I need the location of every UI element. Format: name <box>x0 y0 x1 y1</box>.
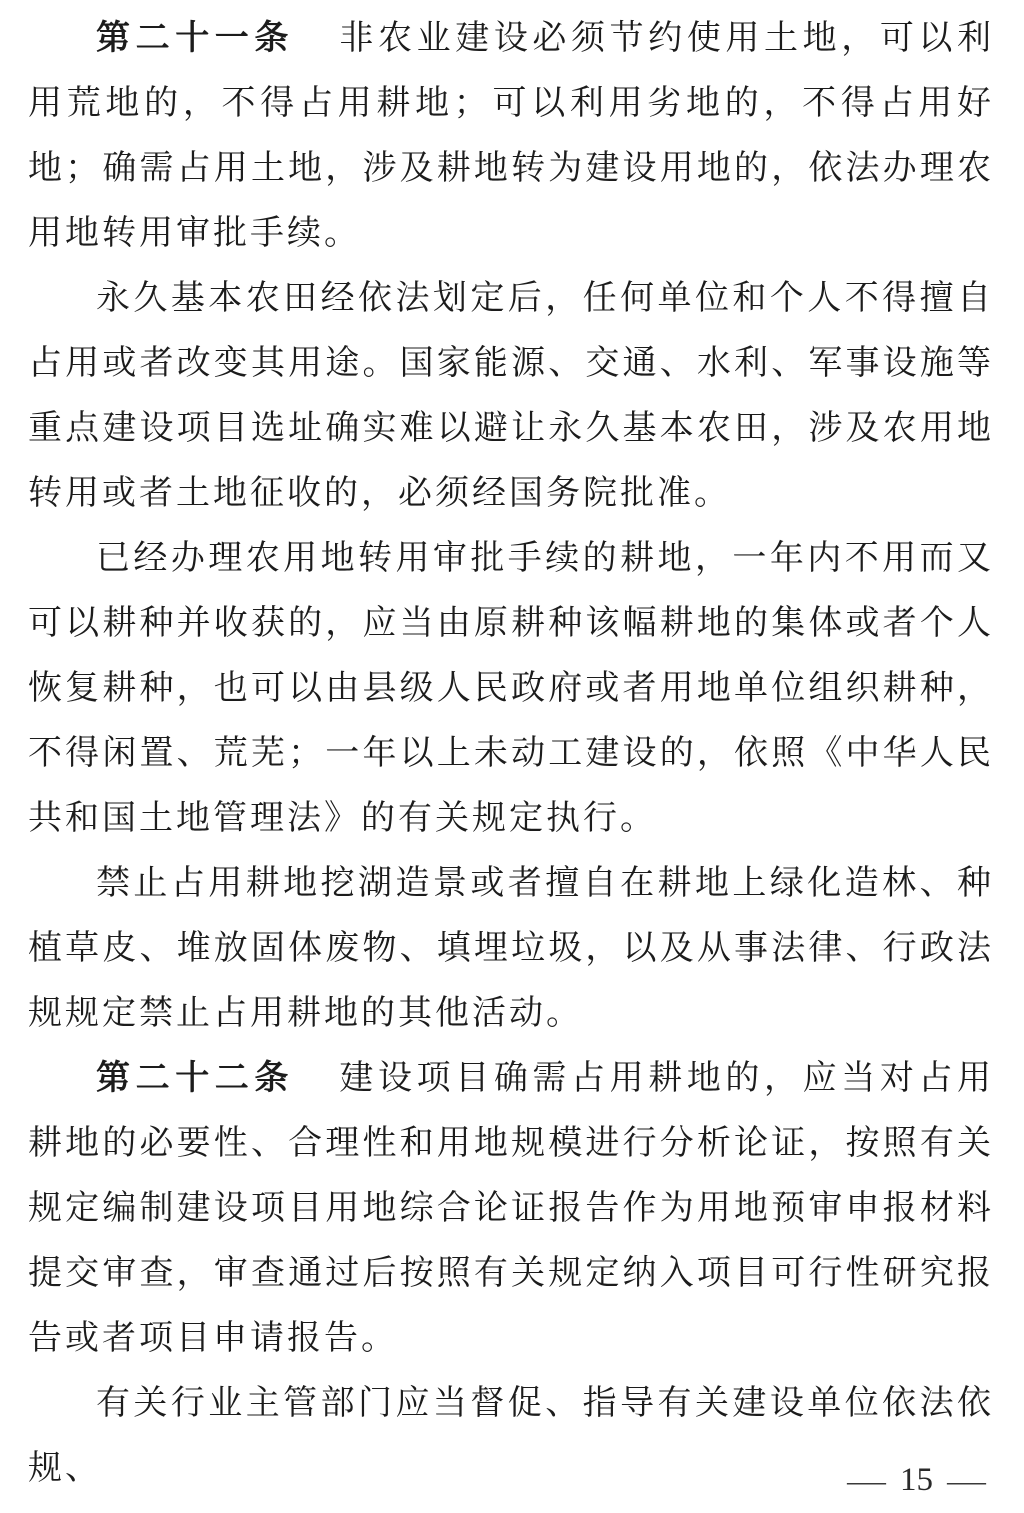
page-number: 15 <box>900 1462 933 1498</box>
page-footer <box>847 1462 986 1499</box>
paragraph-text: 建设项目确需占用耕地的，应当对占用耕地的必要性、合理性和用地规模进行分析论证，按照有关规定编制建设项目用地综合论证报告作为用地预审申报材料提交审查，审查通过后按照有关规定纳入项目可行性研究报告或者项目申请报告。 <box>28 1060 995 1357</box>
paragraph-text: 禁止占用耕地挖湖造景或者擅自在耕地上绿化造林、种植草皮、堆放固体废物、填埋垃圾，以及从事法律、行政法规规定禁止占用耕地的其他活动。 <box>28 865 994 1032</box>
footer-left-dash: — <box>847 1462 886 1498</box>
document-body <box>28 6 994 1501</box>
paragraph-approved-conversion <box>28 526 994 851</box>
paragraph-permanent-farmland <box>28 266 994 526</box>
paragraph-article-21 <box>28 6 994 266</box>
paragraph-text: 永久基本农田经依法划定后，任何单位和个人不得擅自占用或者改变其用途。国家能源、交通、水利、军事设施等重点建设项目选址确实难以避让永久基本农田，涉及农用地转用或者土地征收的，必须经国务院批准。 <box>28 280 994 512</box>
footer-right-dash: — <box>947 1462 986 1498</box>
article-22-number: 第二十二条 <box>96 1060 295 1097</box>
paragraph-article-22 <box>28 1046 994 1371</box>
article-21-number: 第二十一条 <box>96 20 295 57</box>
paragraph-prohibitions <box>28 851 994 1046</box>
paragraph-text: 有关行业主管部门应当督促、指导有关建设单位依法依规、 <box>28 1385 994 1487</box>
paragraph-text: 已经办理农用地转用审批手续的耕地，一年内不用而又可以耕种并收获的，应当由原耕种该幅耕地的集体或者个人恢复耕种，也可以由县级人民政府或者用地单位组织耕种，不得闲置、荒芜；一年以上未动工建设的，依照《中华人民共和国土地管理法》的有关规定执行。 <box>28 540 994 837</box>
paragraph-text: 非农业建设必须节约使用土地，可以利用荒地的，不得占用耕地；可以利用劣地的，不得占用好地；确需占用土地，涉及耕地转为建设用地的，依法办理农用地转用审批手续。 <box>28 20 995 252</box>
